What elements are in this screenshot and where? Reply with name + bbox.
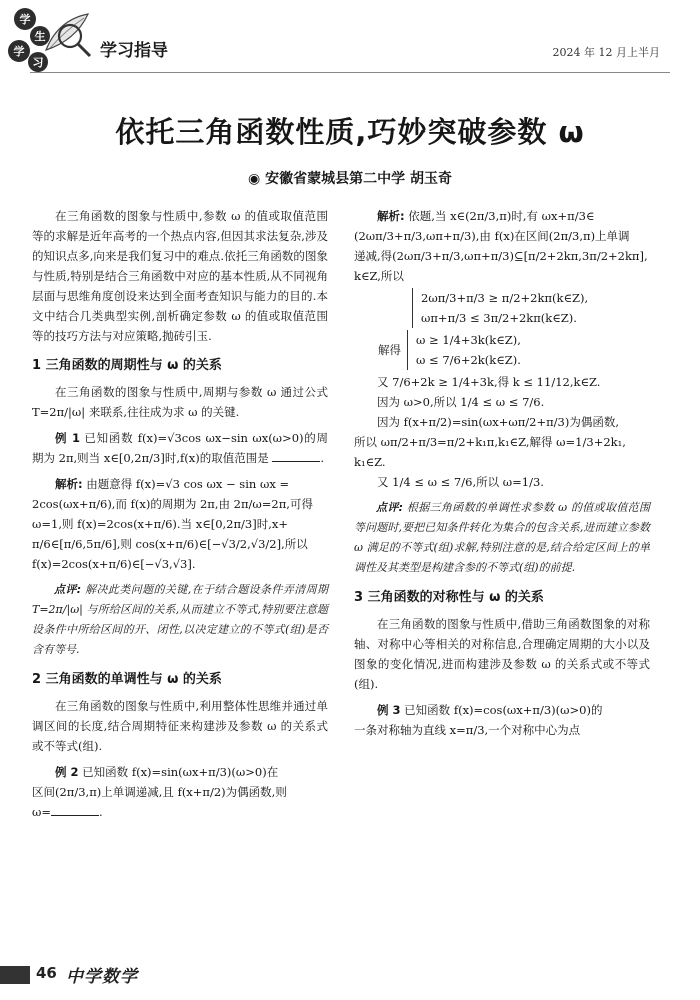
magnifier-leaf-icon <box>40 10 98 62</box>
section-2-heading: 2 三角函数的单调性与 ω 的关系 <box>32 672 222 687</box>
badge-xue-1: 学 <box>14 8 36 30</box>
solution-2-label: 解析: <box>377 209 405 223</box>
solution-2-line-2: (2ωπ/3+π/3,ωπ+π/3),由 f(x)在区间(2π/3,π)上单调 <box>354 229 630 243</box>
comment-2-text: 根据三角函数的单调性求参数 ω 的值或取值范围等问题时,要把已知条件转化为集合的包含关系,进而建立参数 ω 满足的不等式(组)求解,特别注意的是,结合给定区间上的单调性及其类型是构建含参的不等式(组)的前提. <box>354 501 650 574</box>
example-1: 例 1 已知函数 f(x)=√3cos ωx−sin ωx(ω>0)的周期为 2π,则当 x∈[0,2π/3]时,f(x)的取值范围是 . <box>32 431 328 465</box>
author-bullet-icon: ◉ <box>248 171 261 187</box>
solution-2-line-6: 因为 ω>0,所以 1/4 ≤ ω ≤ 7/6. <box>377 395 545 409</box>
example-2 <box>32 762 328 782</box>
system-2-line-b: ω ≤ 7/6+2k(k∈Z). <box>416 353 521 367</box>
issue-date: 2024 年 12 月上半月 <box>552 46 660 59</box>
comment-2-label: 点评: <box>376 501 404 514</box>
example-2-omega: ω= <box>32 805 52 819</box>
solution-2 <box>354 206 650 226</box>
solution-1 <box>32 474 328 494</box>
solution-1-line-5: f(x)=2cos(x+π/6)∈[−√3,√3]. <box>32 557 196 571</box>
badge-xue-2: 学 <box>8 40 30 62</box>
comment-2 <box>354 498 650 578</box>
solution-1-line-2: 2cos(ωx+π/6),而 f(x)的周期为 2π,由 2π/ω=2π,可得 <box>32 497 313 511</box>
answer-blank <box>272 449 320 462</box>
solution-2-line-9: k₁∈Z. <box>354 455 386 469</box>
inequality-system-2 <box>378 330 650 370</box>
page-number: 46 <box>36 964 57 982</box>
solution-1-line-1: 由题意得 f(x)=√3 cos ωx − sin ωx = <box>86 477 290 491</box>
solution-2-line-5: 又 7/6+2k ≥ 1/4+3k,得 k ≤ 11/12,k∈Z. <box>377 375 601 389</box>
example-3 <box>354 700 650 720</box>
system-1-line-b: ωπ+π/3 ≤ 3π/2+2kπ(k∈Z). <box>421 311 577 325</box>
system-1-line-a: 2ωπ/3+π/3 ≥ π/2+2kπ(k∈Z), <box>421 291 589 305</box>
solve-label: 解得 <box>378 343 401 357</box>
journal-name: 中学数学 <box>66 967 138 987</box>
section-label: 学习指导 <box>100 41 168 61</box>
left-column <box>32 206 328 822</box>
example-2-label: 例 2 <box>55 765 79 779</box>
solution-1-line-4: π/6∈[π/6,5π/6],则 cos(x+π/6)∈[−√3/2,√3/2],所以 <box>32 537 308 551</box>
section-3-heading: 3 三角函数的对称性与 ω 的关系 <box>354 590 544 605</box>
comment-1-label: 点评: <box>54 583 82 596</box>
header-divider <box>30 72 670 73</box>
intro-paragraph: 在三角函数的图象与性质中,参数 ω 的值或取值范围等的求解是近年高考的一个热点内容,但因其求法复杂,涉及的知识点多,向来是我们复习中的难点.依托三角函数的图象与性质,特别是结合三角函数中对应的基本性质,从不同视角层面与思维角度创设来达到全面考查知识与能力的目的.本文中结合几类典型实例,剖析确定参数 ω 的值或取值范围等的技巧方法与对应策略,抛砖引玉. <box>32 209 328 343</box>
example-3-label: 例 3 <box>377 703 401 717</box>
example-3-line-1: 已知函数 f(x)=cos(ωx+π/3)(ω>0)的 <box>404 703 603 717</box>
solution-2-line-3: 递减,得(2ωπ/3+π/3,ωπ+π/3)⊆[π/2+2kπ,3π/2+2kπ], <box>354 249 648 263</box>
comment-1-text: 解决此类问题的关键,在于结合题设条件弄清周期 T=2π/|ω| 与所给区间的关系,从而建立不等式,特别要注意题设条件中所给区间的开、闭性,以决定建立的不等式(组)是否含有等号. <box>32 583 328 656</box>
author-line <box>0 168 700 188</box>
solution-2-line-10: 又 1/4 ≤ ω ≤ 7/6,所以 ω=1/3. <box>377 475 544 489</box>
section-2-paragraph: 在三角函数的图象与性质中,利用整体性思维并通过单调区间的长度,结合周期特征来构建涉及参数 ω 的关系式或不等式(组). <box>32 699 328 753</box>
example-1-label: 例 1 <box>55 431 80 445</box>
footer-bar <box>0 966 30 984</box>
badge-sheng: 生 <box>30 26 50 46</box>
article-title: 依托三角函数性质,巧妙突破参数 ω <box>115 115 585 149</box>
example-2-line-3: ω= . <box>32 805 103 819</box>
solution-1-label: 解析: <box>55 477 83 491</box>
section-1-heading: 1 三角函数的周期性与 ω 的关系 <box>32 358 222 373</box>
example-1-text: 已知函数 f(x)=√3cos ωx−sin ωx(ω>0)的周期为 2π,则当 x∈[0,2π/3]时,f(x)的取值范围是 <box>32 431 328 465</box>
solution-2-line-4: k∈Z,所以 <box>354 269 404 283</box>
comment-1 <box>32 580 328 660</box>
section-3-paragraph: 在三角函数的图象与性质中,借助三角函数图象的对称轴、对称中心等相关的对称信息,合理确定周期的大小以及图象的变化情况,进而构建涉及参数 ω 的关系式或不等式(组). <box>354 617 650 691</box>
system-2-line-a: ω ≥ 1/4+3k(k∈Z), <box>416 333 521 347</box>
badge-xi: 习 <box>28 52 48 72</box>
inequality-system-1 <box>412 288 650 328</box>
page-header <box>0 0 700 78</box>
right-column <box>354 206 650 740</box>
author-name: 安徽省蒙城县第二中学 胡玉奇 <box>265 171 452 187</box>
solution-2-line-7: 因为 f(x+π/2)=sin(ωx+ωπ/2+π/3)为偶函数, <box>377 415 620 429</box>
solution-1-line-3: ω=1,则 f(x)=2cos(x+π/6).当 x∈[0,2π/3]时,x+ <box>32 517 289 531</box>
solution-2-line-1: 依题,当 x∈(2π/3,π)时,有 ωx+π/3∈ <box>408 209 595 223</box>
example-2-line-2: 区间(2π/3,π)上单调递减,且 f(x+π/2)为偶函数,则 <box>32 785 287 799</box>
solution-2-line-8: 所以 ωπ/2+π/3=π/2+k₁π,k₁∈Z,解得 ω=1/3+2k₁, <box>354 435 626 449</box>
section-1-paragraph: 在三角函数的图象与性质中,周期与参数 ω 通过公式 T=2π/|ω| 来联系,往往成为求 ω 的关键. <box>32 385 328 419</box>
answer-blank-2 <box>51 803 99 816</box>
example-2-line-1: 已知函数 f(x)=sin(ωx+π/3)(ω>0)在 <box>82 765 279 779</box>
example-3-line-2: 一条对称轴为直线 x=π/3,一个对称中心为点 <box>354 723 581 737</box>
